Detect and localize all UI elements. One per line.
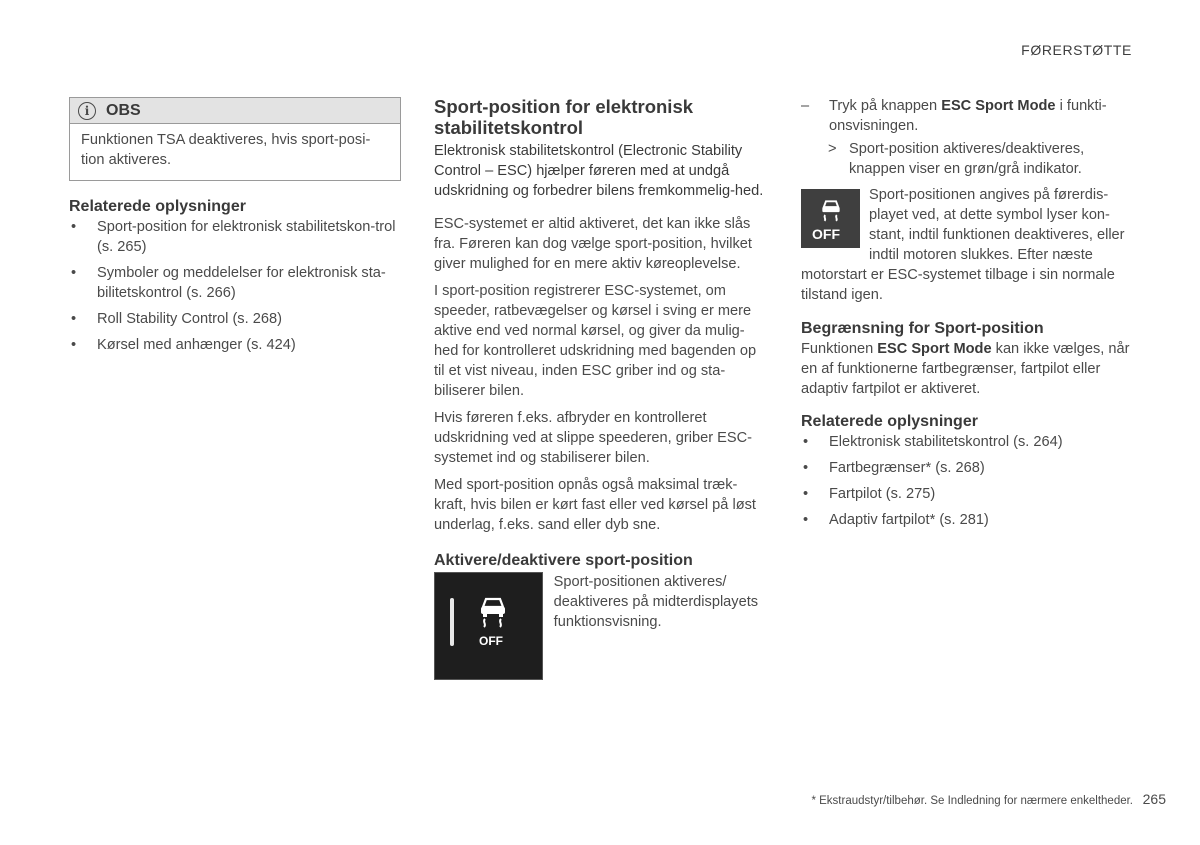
limitation-post: kan ikke vælges, når en af funktionerne fartbegrænser, fartpilot eller adaptiv fartpilot er aktiveret. [801,341,1130,397]
list-item[interactable] [801,432,1133,452]
activate-figure [434,572,766,680]
right-column [801,96,1133,536]
section-header: FØRERSTØTTE [1021,42,1132,58]
step-dash: – [801,98,810,114]
list-item[interactable] [801,484,1133,504]
list-item[interactable] [69,335,401,355]
bullet: • [803,434,809,450]
link-text[interactable]: Fartpilot (s. 275) [829,486,936,502]
link-text[interactable]: Roll Stability Control (s. 268) [97,311,282,327]
info-icon: i [78,102,96,120]
esc-sport-mode-label: ESC Sport Mode [877,341,992,357]
result-marker: > [828,141,837,157]
screen-off-label: OFF [479,634,503,648]
esc-off-symbol [801,189,860,248]
after-symbol-text: motorstart er ESC-systemet tilbage i sin normale tilstand igen. [801,267,1115,303]
obs-box [69,97,401,181]
middle-column [434,96,766,680]
indicator-bar [450,598,454,646]
bullet: • [71,337,77,353]
step-text-pre: Tryk på knappen [829,98,942,114]
bullet: • [803,486,809,502]
right-related-list [801,432,1133,530]
left-related-heading: Relaterede oplysninger [69,198,246,215]
link-text[interactable]: Kørsel med anhænger (s. 424) [97,337,296,353]
symbol-description: Sport-positionen angives på førerdis-playet ved, at dette symbol lyser kon-stant, indtil funktionen deaktiveres, eller indtil motoren slukkes. Efter næste [869,187,1125,263]
link-text[interactable]: Elektronisk stabilitetskontrol (s. 264) [829,434,1063,450]
result-text: Sport-position aktiveres/deaktiveres, knappen viser en grøn/grå indikator. [849,141,1085,177]
bullet: • [71,219,77,235]
right-related-heading: Relaterede oplysninger [801,413,978,430]
step-text-post: i funkti-onsvisningen. [829,98,1107,134]
bullet: • [71,311,77,327]
left-column [69,97,401,361]
limitation-heading: Begrænsning for Sport-position [801,320,1044,337]
limitation-text [801,339,1133,399]
symbol-off-label: OFF [812,226,840,242]
link-text[interactable]: Adaptiv fartpilot* (s. 281) [829,512,989,528]
footnote: * Ekstraudstyr/tilbehør. Se Indledning for nærmere enkeltheder. [811,795,1133,807]
paragraph: ESC-systemet er altid aktiveret, det kan ikke slås fra. Føreren kan dog vælge sport-position, hvilket giver mulighed for en mere aktiv køreoplevelse. [434,216,752,272]
bullet: • [803,512,809,528]
obs-header [70,98,400,124]
list-item[interactable] [69,263,401,303]
left-related-section [69,197,401,355]
obs-body: Funktionen TSA deaktiveres, hvis sport-posi-tion aktiveres. [81,132,371,168]
center-display-button-image [434,572,543,680]
list-item[interactable] [69,309,401,329]
bullet: • [71,265,77,281]
skid-car-icon [818,197,844,223]
link-text[interactable]: Symboler og meddelelser for elektronisk sta-bilitetskontrol (s. 266) [97,265,386,301]
bullet: • [803,460,809,476]
instruction-step [801,96,1133,136]
activate-heading: Aktivere/deaktivere sport-position [434,552,693,569]
paragraph: Med sport-position opnås også maksimal træk-kraft, hvis bilen er kørt fast eller ved kørsel på løst underlag, f.eks. sand eller dyb sne. [434,477,756,533]
left-related-list [69,217,401,355]
image-caption: Sport-positionen aktiveres/ deaktiveres på midterdisplayets funktionsvisning. [553,574,759,630]
limitation-pre: Funktionen [801,341,878,357]
list-item[interactable] [69,217,401,257]
paragraph: I sport-position registrerer ESC-systemet, om speeder, ratbevægelser og kørsel i sving er mere aktive end ved normal kørsel, og giver da mulig-hed for kontrolleret udskridning med bagenden op til et vist niveau, inden ESC griber ind og sta-biliserer bilen. [434,283,757,399]
list-item[interactable] [801,510,1133,530]
article-title: Sport-position for elektronisk stabilitetskontrol [434,96,694,138]
page-number: 265 [1142,791,1166,807]
symbol-row [801,185,1133,265]
list-item[interactable] [801,458,1133,478]
article-intro: Elektronisk stabilitetskontrol (Electronic Stability Control – ESC) hjælper føreren med at undgå udskridning og forbedrer bilens fremkommelig-hed. [434,143,764,199]
instruction-result [801,139,1133,179]
link-text[interactable]: Sport-position for elektronisk stabilitetskon-trol (s. 265) [97,219,396,255]
esc-sport-mode-label: ESC Sport Mode [941,98,1056,114]
paragraph: Hvis føreren f.eks. afbryder en kontrolleret udskridning ved at slippe speederen, griber ESC-systemet ind og stabiliserer bilen. [434,410,752,466]
skid-car-icon [475,593,511,629]
link-text[interactable]: Fartbegrænser* (s. 268) [829,460,985,476]
obs-title: OBS [106,101,141,119]
